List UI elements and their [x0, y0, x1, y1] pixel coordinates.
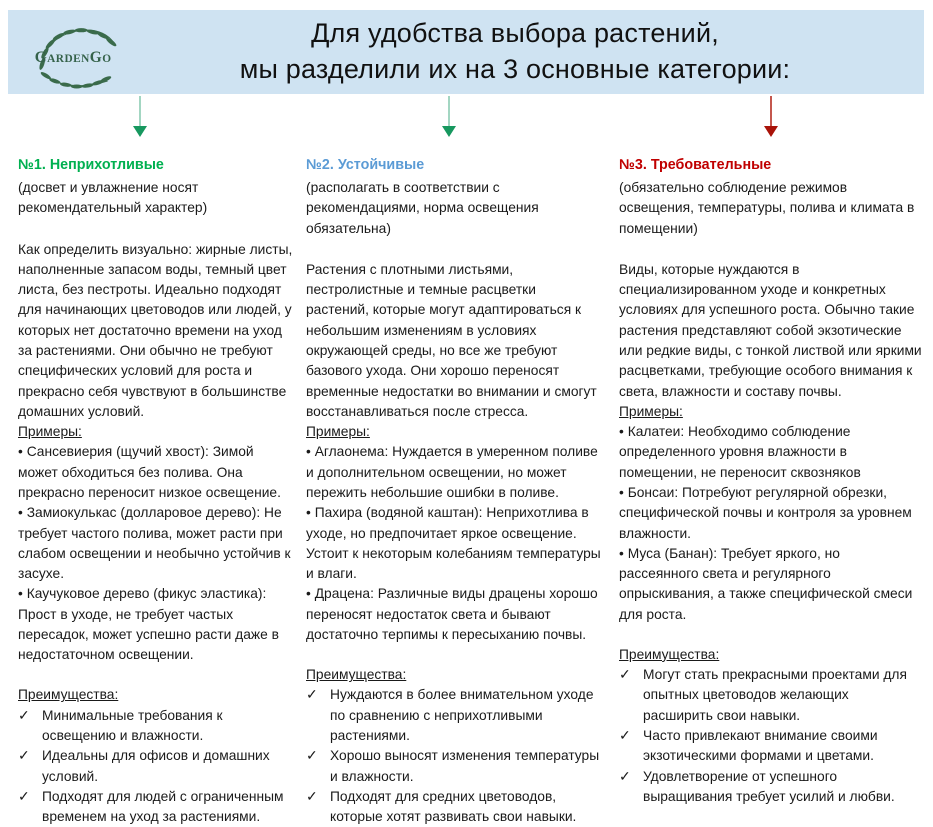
- example-text: Драцена: Различные виды драцены хорошо переносят недостаток света и бывают достаточно терпимы к пересыханию почвы.: [306, 586, 598, 642]
- arrow-head: [764, 126, 778, 137]
- example-item: [306, 584, 601, 645]
- example-text: Пахира (водяной каштан): Неприхотлива в уходе, но предпочитает яркое освещение. Устоит к некоторым колебаниям температуры и влаги.: [306, 505, 601, 582]
- advantage-item: [18, 787, 297, 827]
- category-column-demanding: [619, 155, 922, 807]
- laurel-wreath-icon: [15, 11, 133, 93]
- example-item: [619, 544, 922, 625]
- category-heading: №3. Требовательные: [619, 157, 772, 173]
- category-heading: №1. Неприхотливые: [18, 157, 164, 173]
- examples-label: Примеры:: [18, 424, 82, 440]
- advantages-label: Преимущества:: [619, 646, 720, 662]
- arrow-stem: [448, 96, 450, 126]
- example-text: Аглаонема: Нуждается в умеренном поливе и дополнительном освещении, но может пережить небольшие ошибки в поливе.: [306, 444, 598, 500]
- check-icon: ✓: [18, 748, 30, 764]
- check-icon: ✓: [619, 667, 631, 683]
- example-text: Сансевиерия (щучий хвост): Зимой может обходиться без полива. Она прекрасно переносит низкое освещение.: [18, 444, 281, 500]
- example-item: [18, 584, 297, 665]
- arrow-stem: [139, 96, 141, 126]
- advantage-item: [306, 787, 601, 827]
- arrow-down-category-2-icon: [441, 96, 457, 137]
- example-item: [306, 442, 601, 503]
- category-heading: №2. Устойчивые: [306, 157, 425, 173]
- page-title-line2: мы разделили их на 3 основные категории:: [239, 54, 791, 84]
- category-column-unpretentious: [18, 155, 297, 827]
- arrow-head: [133, 126, 147, 137]
- example-item: [619, 422, 922, 483]
- gardengo-logo: [8, 11, 140, 93]
- advantage-text: Подходят для средних цветоводов, которые хотят развивать свои навыки.: [330, 788, 577, 825]
- bullet-icon: •: [306, 505, 311, 521]
- example-text: Каучуковое дерево (фикус эластика): Прост в уходе, не требует частых пересадок, может успешно расти даже в недостаточном освещении.: [18, 586, 279, 663]
- example-text: Калатеи: Необходимо соблюдение определенного уровня влажности в помещении, не переносит сквозняков: [619, 424, 861, 480]
- bullet-icon: •: [619, 424, 624, 440]
- bullet-icon: •: [306, 586, 311, 602]
- advantage-item: [18, 706, 297, 747]
- advantage-item: [306, 746, 601, 787]
- advantage-item: [619, 767, 922, 808]
- category-description: Как определить визуально: жирные листы, наполненные запасом воды, темный цвет листа, без пестроты. Идеально подходят для начинающих цветоводов или людей, у которых нет достаточно времени на уход за растениями. Они обычно не требуют специфических условий для роста и прекрасно себя чувствуют в большинстве домашних условий.: [18, 241, 293, 419]
- example-item: [306, 503, 601, 584]
- bullet-icon: •: [18, 444, 23, 460]
- check-icon: ✓: [306, 687, 318, 703]
- check-icon: ✓: [619, 768, 631, 784]
- arrow-head: [442, 126, 456, 137]
- check-icon: ✓: [306, 788, 318, 804]
- advantage-item: [306, 685, 601, 746]
- category-subtitle: (располагать в соответствии с рекомендациями, норма освещения обязательна): [306, 180, 539, 236]
- examples-label: Примеры:: [306, 424, 370, 440]
- category-column-resilient: [306, 155, 601, 827]
- check-icon: ✓: [18, 707, 30, 723]
- advantage-item: [18, 746, 297, 787]
- advantage-text: Минимальные требования к освещению и влажности.: [42, 707, 223, 744]
- advantage-text: Хорошо выносят изменения температуры и влажности.: [330, 748, 600, 784]
- page-title: [140, 16, 924, 87]
- advantage-text: Подходят для людей с ограниченным временем на уход за растениями.: [42, 788, 284, 825]
- advantage-text: Идеальны для офисов и домашних условий.: [42, 748, 270, 784]
- example-item: [619, 483, 922, 544]
- bullet-icon: •: [619, 484, 624, 500]
- header-banner: [8, 10, 924, 94]
- arrow-down-category-1-icon: [132, 96, 148, 137]
- check-icon: ✓: [306, 748, 318, 764]
- advantage-text: Могут стать прекрасными проектами для опытных цветоводов желающих расширить свои навыки.: [643, 667, 907, 723]
- category-description: Растения с плотными листьями, пестролистные и темные расцветки растений, которые могут адаптироваться к небольшим изменениям в условиях окружающей среды, но все же требуют базового ухода. Они хорошо переносят временные недостатки во внимании и смогут восстанавливаться после стресса.: [306, 261, 597, 419]
- examples-label: Примеры:: [619, 403, 683, 419]
- advantages-label: Преимущества:: [306, 667, 407, 683]
- category-subtitle: (досвет и увлажнение носят рекомендательный характер): [18, 180, 208, 216]
- arrow-down-category-3-icon: [763, 96, 779, 137]
- example-text: Бонсаи: Потребуют регулярной обрезки, специфической почвы и контроля за уровнем влажности.: [619, 484, 912, 541]
- page-title-line1: Для удобства выбора растений,: [311, 18, 719, 49]
- example-item: [18, 442, 297, 503]
- category-description: Виды, которые нуждаются в специализированном уходе и конкретных условиях для успешного роста. Обычно такие растения представляют собой экзотические или редкие виды, с тонкой листвой или яркими расцветками, требующие особого внимания к света, влажности и составу почвы.: [619, 261, 922, 399]
- example-text: Муса (Банан): Требует яркого, но рассеянного света и регулярного опрыскивания, а также специфической смеси для роста.: [619, 545, 913, 622]
- advantage-text: Нуждаются в более внимательном уходе по сравнению с неприхотливыми растениями.: [330, 687, 594, 744]
- category-subtitle: (обязательно соблюдение режимов освещения, температуры, полива и климата в помещении): [619, 180, 915, 236]
- advantage-item: [619, 665, 922, 726]
- arrow-stem: [770, 96, 772, 126]
- check-icon: ✓: [18, 788, 30, 804]
- advantage-text: Удовлетворение от успешного выращивания требует усилий и любви.: [643, 768, 895, 804]
- example-item: [18, 503, 297, 584]
- advantages-label: Преимущества:: [18, 687, 119, 703]
- bullet-icon: •: [306, 444, 311, 460]
- example-text: Замиокулькас (долларовое дерево): Не требует частого полива, может расти при слабом освещении и необычно устойчив к засухе.: [18, 505, 291, 582]
- advantage-text: Часто привлекают внимание своими экзотическими формами и цветами.: [643, 728, 878, 764]
- advantage-item: [619, 726, 922, 767]
- bullet-icon: •: [619, 545, 624, 561]
- bullet-icon: •: [18, 586, 23, 602]
- bullet-icon: •: [18, 505, 23, 521]
- check-icon: ✓: [619, 728, 631, 744]
- logo-text: GARDENGO: [34, 48, 112, 66]
